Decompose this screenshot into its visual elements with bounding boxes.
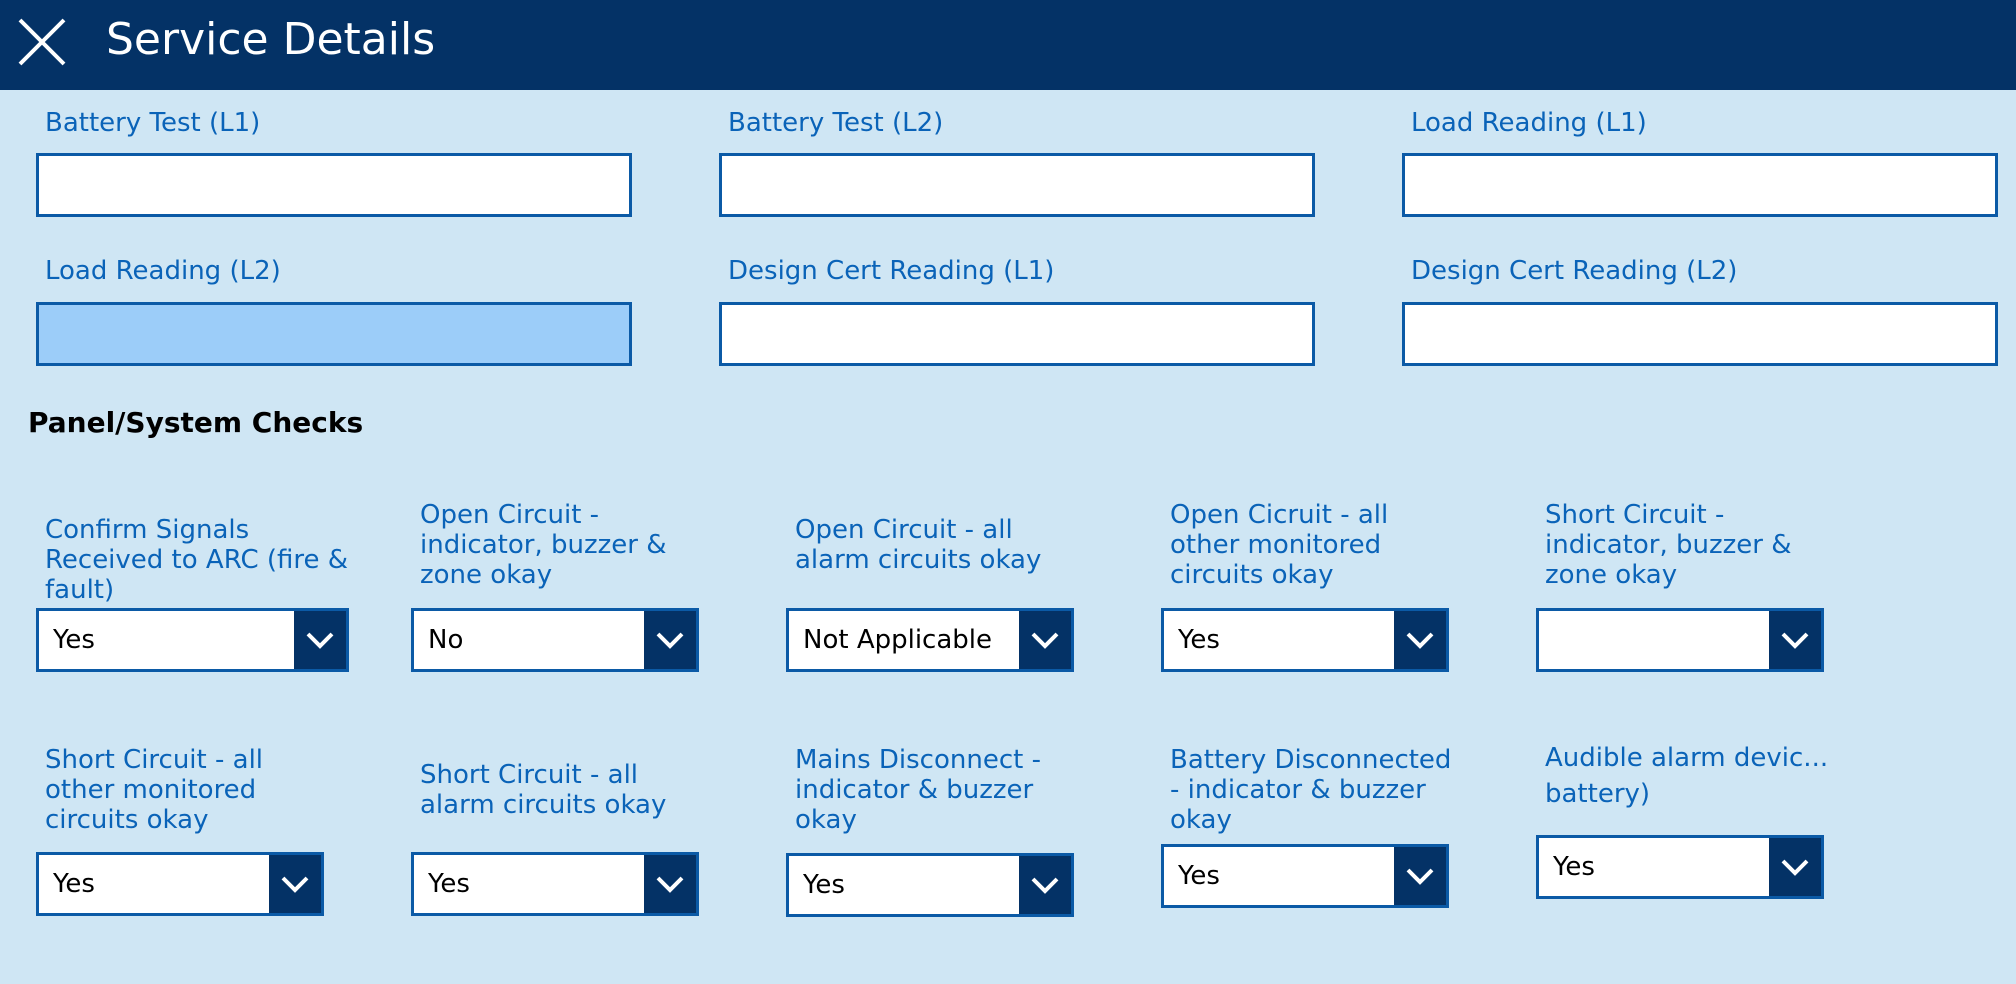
dropdown-arrow[interactable] <box>1394 611 1446 669</box>
chevron-down-icon <box>1019 611 1071 669</box>
check-dropdown[interactable] <box>1161 844 1449 908</box>
dropdown-arrow[interactable] <box>1019 856 1071 914</box>
chevron-down-icon <box>644 611 696 669</box>
check-dropdown[interactable] <box>36 852 324 916</box>
dropdown-value: No <box>428 625 464 655</box>
design-cert-l2-input[interactable] <box>1402 302 1998 366</box>
dropdown-arrow[interactable] <box>1769 838 1821 896</box>
close-icon <box>14 14 70 70</box>
chevron-down-icon <box>1394 847 1446 905</box>
chevron-down-icon <box>269 855 321 913</box>
check-label: Confirm Signals Received to ARC (fire & fault) <box>45 515 349 605</box>
check-dropdown[interactable] <box>786 608 1074 672</box>
check-label: Short Circuit - all other monitored circuits okay <box>45 745 264 835</box>
chevron-down-icon <box>294 611 346 669</box>
section-title: Panel/System Checks <box>28 406 364 439</box>
battery-test-l2-input[interactable] <box>719 153 1315 217</box>
load-reading-l1-label: Load Reading (L1) <box>1411 108 1647 138</box>
check-dropdown[interactable] <box>1161 608 1449 672</box>
battery-test-l1-input[interactable] <box>36 153 632 217</box>
close-button[interactable] <box>14 14 70 70</box>
dropdown-value: Yes <box>803 870 845 900</box>
dropdown-value: Yes <box>53 869 95 899</box>
battery-test-l2-label: Battery Test (L2) <box>728 108 944 138</box>
dropdown-arrow[interactable] <box>294 611 346 669</box>
dropdown-arrow[interactable] <box>1394 847 1446 905</box>
page-title: Service Details <box>106 14 436 65</box>
chevron-down-icon <box>1394 611 1446 669</box>
dropdown-value: Yes <box>1178 625 1220 655</box>
check-dropdown[interactable] <box>786 853 1074 917</box>
header-bar <box>0 0 2016 90</box>
design-cert-l1-label: Design Cert Reading (L1) <box>728 256 1055 286</box>
dropdown-value: Yes <box>428 869 470 899</box>
check-label: Battery Disconnected - indicator & buzzer okay <box>1170 745 1452 835</box>
dropdown-arrow[interactable] <box>269 855 321 913</box>
dropdown-value: Yes <box>1178 861 1220 891</box>
load-reading-l1-input[interactable] <box>1402 153 1998 217</box>
dropdown-arrow[interactable] <box>644 855 696 913</box>
design-cert-l2-label: Design Cert Reading (L2) <box>1411 256 1738 286</box>
check-dropdown[interactable] <box>1536 835 1824 899</box>
check-dropdown[interactable] <box>411 852 699 916</box>
check-label: Audible alarm devic... battery) <box>1545 743 1829 809</box>
dropdown-arrow[interactable] <box>644 611 696 669</box>
chevron-down-icon <box>1769 611 1821 669</box>
check-dropdown[interactable] <box>411 608 699 672</box>
chevron-down-icon <box>1019 856 1071 914</box>
load-reading-l2-input[interactable] <box>36 302 632 366</box>
dropdown-arrow[interactable] <box>1769 611 1821 669</box>
dropdown-value: Yes <box>1553 852 1595 882</box>
dropdown-arrow[interactable] <box>1019 611 1071 669</box>
check-dropdown[interactable] <box>1536 608 1824 672</box>
check-label: Open Circuit - indicator, buzzer & zone okay <box>420 500 667 590</box>
chevron-down-icon <box>644 855 696 913</box>
check-label: Open Circuit - all alarm circuits okay <box>795 515 1042 575</box>
design-cert-l1-input[interactable] <box>719 302 1315 366</box>
check-label: Open Cicruit - all other monitored circuits okay <box>1170 500 1389 590</box>
load-reading-l2-label: Load Reading (L2) <box>45 256 281 286</box>
check-label: Short Circuit - indicator, buzzer & zone okay <box>1545 500 1792 590</box>
battery-test-l1-label: Battery Test (L1) <box>45 108 261 138</box>
check-label: Mains Disconnect - indicator & buzzer okay <box>795 745 1041 835</box>
chevron-down-icon <box>1769 838 1821 896</box>
check-dropdown[interactable] <box>36 608 349 672</box>
dropdown-value: Not Applicable <box>803 625 993 655</box>
check-label: Short Circuit - all alarm circuits okay <box>420 760 667 820</box>
dropdown-value: Yes <box>53 625 95 655</box>
